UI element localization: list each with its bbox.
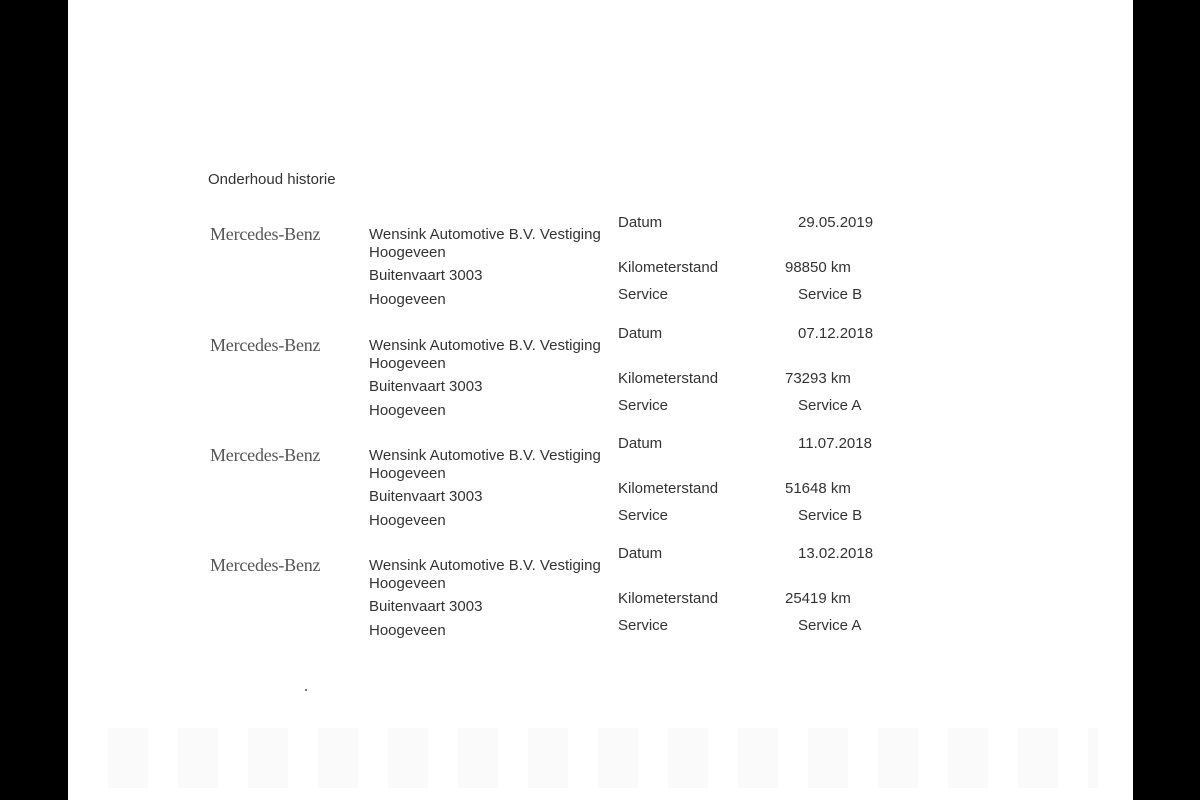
km-value: 98850 km xyxy=(785,259,851,276)
dealer-location: Hoogeveen xyxy=(369,355,446,372)
scan-bleed-through xyxy=(108,728,1098,788)
dealer-city: Hoogeveen xyxy=(369,291,446,308)
date-label: Datum xyxy=(618,545,663,562)
service-label: Service xyxy=(618,397,669,414)
service-value: Service A xyxy=(798,397,862,414)
page-title: Onderhoud historie xyxy=(208,171,336,188)
km-value: 73293 km xyxy=(785,370,851,387)
date-value: 13.02.2018 xyxy=(798,545,874,562)
km-value: 25419 km xyxy=(785,590,851,607)
service-label: Service xyxy=(618,507,669,524)
dealer-city: Hoogeveen xyxy=(369,622,446,639)
service-entry xyxy=(68,323,1133,423)
date-value: 07.12.2018 xyxy=(798,325,874,342)
dealer-location: Hoogeveen xyxy=(369,244,446,261)
service-value: Service B xyxy=(798,507,863,524)
dealer-name: Wensink Automotive B.V. Vestiging xyxy=(369,447,601,464)
dealer-location: Hoogeveen xyxy=(369,465,446,482)
brand-logo: Mercedes-Benz xyxy=(210,445,321,465)
dealer-name: Wensink Automotive B.V. Vestiging xyxy=(369,337,601,354)
dealer-city: Hoogeveen xyxy=(369,402,446,419)
km-value: 51648 km xyxy=(785,480,851,497)
dealer-street: Buitenvaart 3003 xyxy=(369,488,483,505)
dealer-name: Wensink Automotive B.V. Vestiging xyxy=(369,557,601,574)
service-value: Service A xyxy=(798,617,862,634)
km-label: Kilometerstand xyxy=(618,480,719,497)
km-label: Kilometerstand xyxy=(618,259,719,276)
brand-logo: Mercedes-Benz xyxy=(210,224,321,244)
date-label: Datum xyxy=(618,325,663,342)
dealer-street: Buitenvaart 3003 xyxy=(369,378,483,395)
service-label: Service xyxy=(618,617,669,634)
dealer-name: Wensink Automotive B.V. Vestiging xyxy=(369,226,601,243)
dealer-city: Hoogeveen xyxy=(369,512,446,529)
service-label: Service xyxy=(618,286,669,303)
date-label: Datum xyxy=(618,435,663,452)
km-label: Kilometerstand xyxy=(618,370,719,387)
document-page xyxy=(68,0,1133,800)
km-label: Kilometerstand xyxy=(618,590,719,607)
date-value: 29.05.2019 xyxy=(798,214,874,231)
scan-speck xyxy=(305,689,307,691)
dealer-street: Buitenvaart 3003 xyxy=(369,598,483,615)
brand-logo: Mercedes-Benz xyxy=(210,555,321,575)
service-value: Service B xyxy=(798,286,863,303)
service-entry xyxy=(68,433,1133,533)
service-entry xyxy=(68,543,1133,643)
dealer-location: Hoogeveen xyxy=(369,575,446,592)
dealer-street: Buitenvaart 3003 xyxy=(369,267,483,284)
service-entry xyxy=(68,212,1133,312)
date-label: Datum xyxy=(618,214,663,231)
brand-logo: Mercedes-Benz xyxy=(210,335,321,355)
date-value: 11.07.2018 xyxy=(798,435,872,452)
